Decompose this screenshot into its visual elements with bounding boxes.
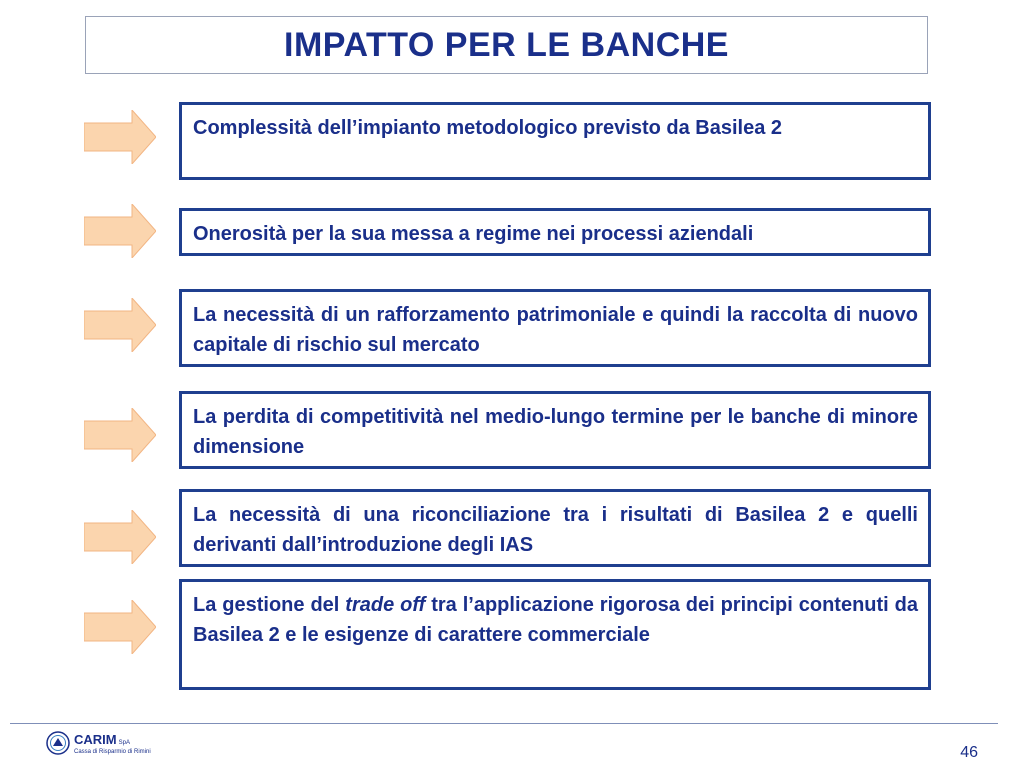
right-arrow-icon: [84, 408, 156, 462]
carim-logo: [46, 731, 151, 755]
title-box: [85, 16, 928, 74]
right-arrow-icon: [84, 510, 156, 564]
point-box-6: [179, 579, 931, 690]
point-box-5: [179, 489, 931, 567]
slide-title: IMPATTO PER LE BANCHE: [284, 25, 729, 64]
point-text-3: La necessità di un rafforzamento patrimoniale e quindi la raccolta di nuovo capitale di rischio sul mercato: [193, 304, 918, 356]
carim-seal-icon: [46, 731, 70, 755]
point-text-4: La perdita di competitività nel medio-lungo termine per le banche di minore dimensione: [193, 406, 918, 458]
point-text-6-after: tra l’applicazione rigorosa dei principi contenuti da Basilea 2 e le esigenze di carattere commerciale: [193, 594, 918, 646]
right-arrow-icon: [84, 110, 156, 164]
point-box-4: [179, 391, 931, 469]
logo-name: CARIM: [74, 731, 117, 747]
logo-subtitle: Cassa di Risparmio di Rimini: [74, 748, 151, 755]
point-box-3: [179, 289, 931, 367]
point-text-6-italic: trade off: [345, 594, 426, 616]
point-box-1: [179, 102, 931, 180]
point-text-2: Onerosità per la sua messa a regime nei processi aziendali: [193, 223, 754, 245]
point-text-1: Complessità dell’impianto metodologico previsto da Basilea 2: [193, 117, 783, 139]
logo-suffix: SpA: [118, 739, 130, 746]
point-text-5: La necessità di una riconciliazione tra i risultati di Basilea 2 e quelli derivanti dall’introduzione degli IAS: [193, 504, 918, 556]
point-text-6-before: La gestione del: [193, 594, 346, 616]
right-arrow-icon: [84, 600, 156, 654]
point-box-2: [179, 208, 931, 256]
footer-divider: [10, 723, 998, 724]
page-number: 46: [960, 744, 978, 761]
right-arrow-icon: [84, 298, 156, 352]
right-arrow-icon: [84, 204, 156, 258]
